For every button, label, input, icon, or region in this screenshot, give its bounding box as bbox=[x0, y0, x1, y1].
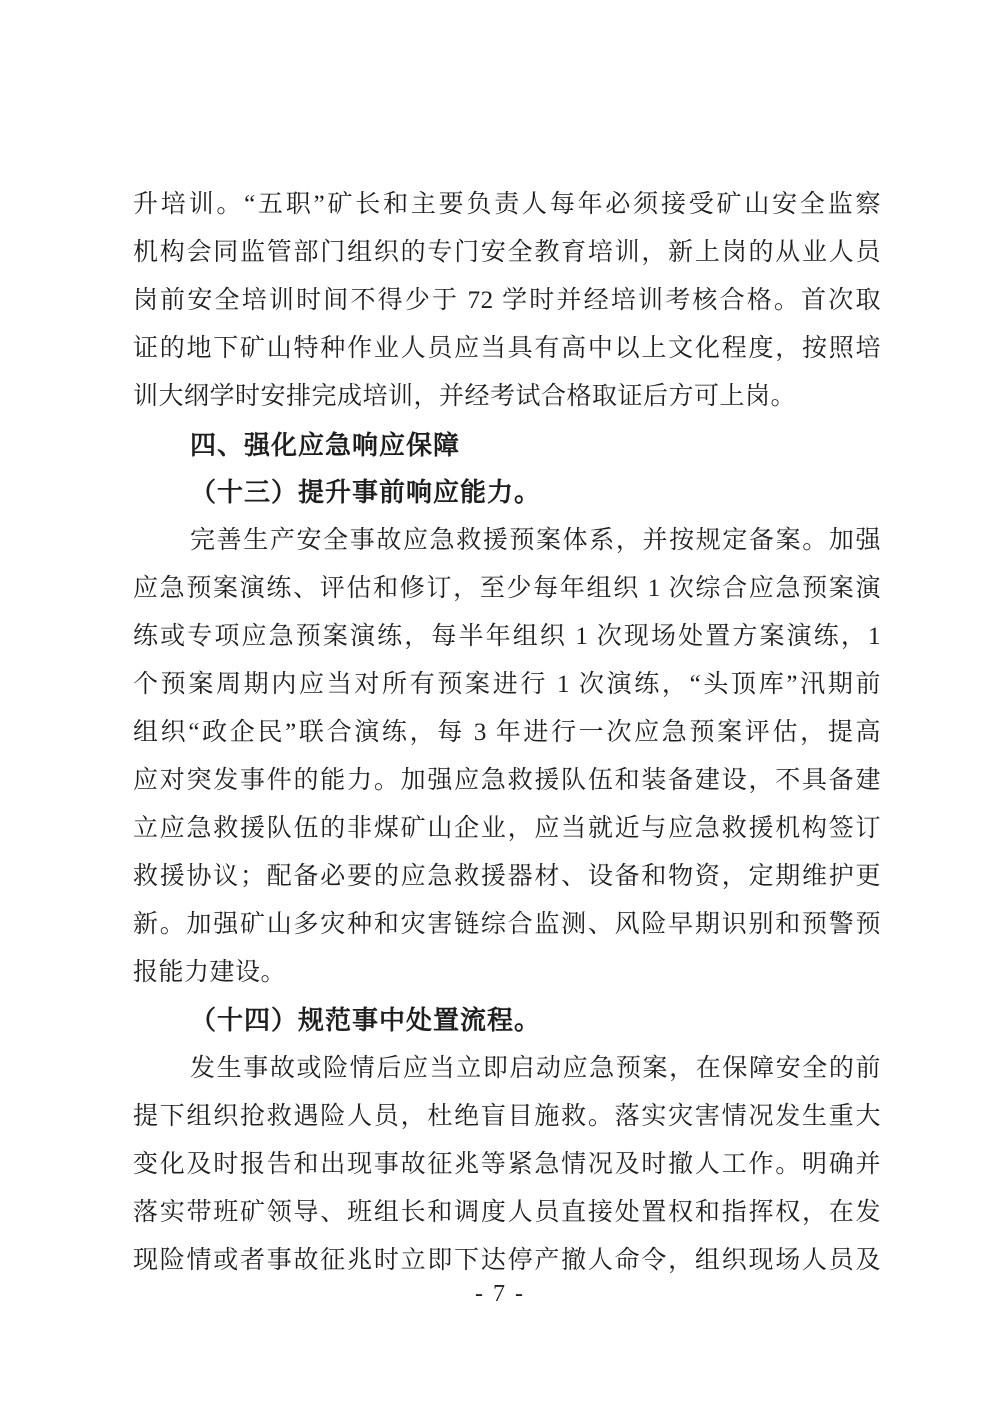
document-body bbox=[133, 181, 881, 1285]
page-number: - 7 - bbox=[475, 1281, 525, 1307]
body-text-line: 报能力建设。 bbox=[133, 959, 287, 986]
body-text-line: 变化及时报告和出现事故征兆等紧急情况及时撤人工作。明确并 bbox=[133, 1151, 881, 1178]
body-text-line: 个预案周期内应当对所有预案进行 1 次演练，“头顶库”汛期前 bbox=[133, 671, 881, 698]
body-text-line: 应急预案演练、评估和修订，至少每年组织 1 次综合应急预案演 bbox=[133, 575, 881, 602]
body-text-line: 升培训。“五职”矿长和主要负责人每年必须接受矿山安全监察 bbox=[133, 191, 881, 218]
body-text-line: 完善生产安全事故应急救援预案体系，并按规定备案。加强 bbox=[190, 527, 881, 554]
section-heading-line: 四、强化应急响应保障 bbox=[190, 430, 461, 460]
body-text-line: 立应急救援队伍的非煤矿山企业，应当就近与应急救援机构签订 bbox=[133, 815, 881, 842]
body-text-line: 落实带班矿领导、班组长和调度人员直接处置权和指挥权，在发 bbox=[133, 1199, 881, 1226]
subsection-heading-line: （十四）规范事中处置流程。 bbox=[190, 1006, 542, 1035]
body-text-line: 证的地下矿山特种作业人员应当具有高中以上文化程度，按照培 bbox=[133, 335, 881, 362]
body-text-line: 机构会同监管部门组织的专门安全教育培训，新上岗的从业人员 bbox=[133, 239, 881, 266]
subsection-heading-line: （十三）提升事前响应能力。 bbox=[190, 478, 542, 507]
body-text-line: 练或专项应急预案演练，每半年组织 1 次现场处置方案演练，1 bbox=[133, 623, 881, 650]
body-text-line: 岗前安全培训时间不得少于 72 学时并经培训考核合格。首次取 bbox=[133, 287, 881, 314]
body-text-line: 新。加强矿山多灾种和灾害链综合监测、风险早期识别和预警预 bbox=[133, 911, 881, 938]
body-text-line: 应对突发事件的能力。加强应急救援队伍和装备建设，不具备建 bbox=[133, 767, 881, 794]
body-text-line: 现险情或者事故征兆时立即下达停产撤人命令，组织现场人员及 bbox=[133, 1247, 881, 1274]
body-text-line: 训大纲学时安排完成培训，并经考试合格取证后方可上岗。 bbox=[133, 383, 797, 410]
body-text-line: 救援协议；配备必要的应急救援器材、设备和物资，定期维护更 bbox=[133, 863, 881, 890]
body-text-line: 发生事故或险情后应当立即启动应急预案，在保障安全的前 bbox=[190, 1055, 881, 1082]
body-text-line: 提下组织抢救遇险人员，杜绝盲目施救。落实灾害情况发生重大 bbox=[133, 1103, 881, 1130]
body-text-line: 组织“政企民”联合演练，每 3 年进行一次应急预案评估，提高 bbox=[133, 719, 881, 746]
